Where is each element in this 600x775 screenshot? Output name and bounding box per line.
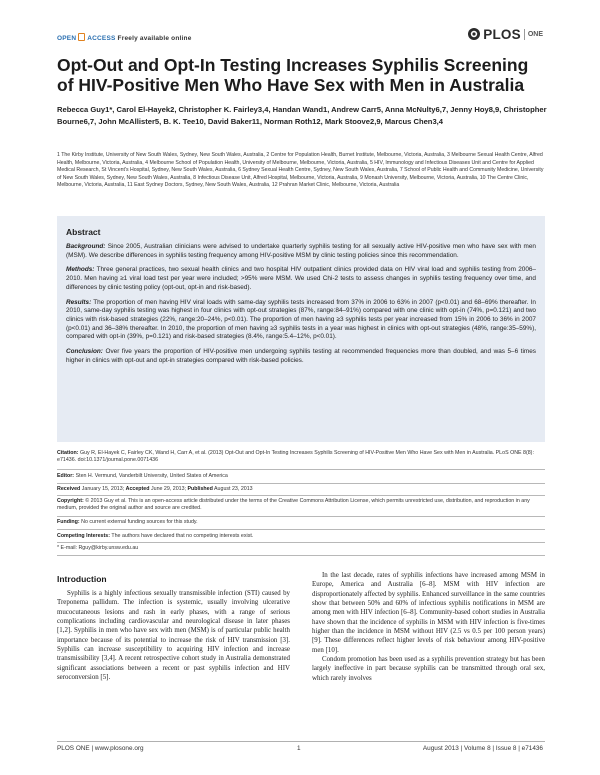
meta-divider bbox=[57, 495, 545, 496]
citation-label: Citation: bbox=[57, 450, 79, 456]
abstract-methods bbox=[66, 266, 536, 292]
plos-one-label: ONE bbox=[527, 30, 543, 38]
competing-text: The authors have declared that no competing interests exist. bbox=[111, 533, 254, 539]
meta-divider bbox=[57, 516, 545, 517]
open-access-badge bbox=[57, 33, 192, 42]
published-date: August 23, 2013 bbox=[214, 486, 253, 492]
copyright-text: © 2013 Guy et al. This is an open-access article distributed under the terms of the Creative Commons Attribution License, which permits unrestricted use, distribution, and reproduction in any medium, provided the original author and source are credited. bbox=[57, 498, 530, 512]
intro-paragraph-2: In the last decade, rates of syphilis infections have increased among MSM in Europe, America and Australia [6–8]. MSM with HIV infection are disproportionately affected by syphilis. Enhanced surveillance in the same countries show that between 50% and 60% of infectious syphilis notifications in MSM are among men with HIV infection [6–8]. Community-based cohort studies in Australia have shown that the incidence of syphilis in MSM with HIV infection is five-times higher than the incidence in MSM without HIV (2.5 vs 0.5 per 100 person years) [9]. These differences reflect higher levels of risk behaviour among HIV-positive men [10]. bbox=[312, 572, 545, 654]
funding-label: Funding: bbox=[57, 519, 80, 525]
citation-text: Guy R, El-Hayek C, Fairley CK, Wand H, Carr A, et al. (2013) Opt-Out and Opt-In Testing Increases Syphilis Screening of HIV-Positive Men Who Have Sex with Men in Australia. PLoS ONE 8(8): e71436. doi:10.1371/journal.pone.0071436 bbox=[57, 450, 534, 464]
open-label: OPEN bbox=[57, 35, 77, 42]
meta-divider bbox=[57, 555, 545, 556]
results-text: The proportion of men having HIV viral loads with same-day syphilis tests increased from 37% in 2006 to 63% in 2007 (p<0.01) and 68–69% thereafter. In 2010, same-day syphilis testing was highest in four clinics with opt-out strategies (87%, range:84–91%) compared with one clinic with opt-in (74%, p=0.121) and two clinics with risk-based strategies (22%, range:20–24%, p<0.01). The proportion of men having ≥3 syphilis tests per year increased from 15% in 2006 to 36% in 2007 (p<0.01) and 36–38% thereafter. In 2010, the proportion of men having ≥3 syphilis tests in a year was highest in clinics with opt-out strategies (48%, range:35–59%), compared with opt-in (39%, p=0.121) and risk-based strategies (8.4%, range:5.4–12%, p<0.01). bbox=[66, 298, 536, 341]
competing-label: Competing Interests: bbox=[57, 533, 110, 539]
plos-logo bbox=[467, 26, 543, 42]
copyright-label: Copyright: bbox=[57, 498, 84, 504]
copyright-block bbox=[57, 498, 545, 513]
methods-label: Methods: bbox=[66, 266, 95, 274]
abstract-background bbox=[66, 243, 536, 260]
open-lock-icon bbox=[78, 33, 85, 41]
affiliations: 1 The Kirby Institute, University of New South Wales, Sydney, New South Wales, Australia, 2 Centre for Population Health, Burnet Institute, Melbourne, Victoria, Australia, 3 Melbourne Sexual Health Centre, Alfred Health, Melbourne, Victoria, Australia, 4 Melbourne School of Population Health, University of Melbourne, Melbourne, Victoria, Australia, 5 HIV, Immunology and Infectious Diseases Unit and Centre for Applied Medical Research, St Vincent's Hospital, Sydney, New South Wales, Australia, 6 Sydney Sexual Health Centre, Sydney, New South Wales, Australia, 7 School of Public Health and Community Medicine, University of New South Wales, Sydney, New South Wales, Australia, 8 Infectious Disease Unit, Alfred Hospital, Melbourne, Victoria, Australia, 9 Monash University, Melbourne, Victoria, Australia, 10 The Centre Clinic, Melbourne, Victoria, Australia, 11 East Sydney Doctors, Sydney, New South Wales, Australia, 12 Prahran Market Clinic, Melbourne, Victoria, Australia bbox=[57, 152, 544, 189]
freely-available-label: Freely available online bbox=[117, 35, 192, 42]
citation-block bbox=[57, 450, 545, 465]
background-label: Background: bbox=[66, 243, 106, 250]
intro-paragraph-3: Condom promotion has been used as a syphilis prevention strategy but has been largely ineffective in part because syphilis can be transmitted through oral sex, which rarely involves bbox=[312, 656, 545, 682]
intro-paragraph-1: Syphilis is a highly infectious sexually transmissible infection (STI) caused by Treponema pallidum. The infection is systemic, usually involving ulcerative mucocutaneous lesions and rash in early phases, with a range of serious complications including cardiovascular and neurological disease in later phases [1,2]. Syphilis in men who have sex with men (MSM) is of particular public health importance because of its potential to increase the risk of HIV transmission [3]. Syphilis can increase susceptibility to acquiring HIV infection and increase transmissibility [3,4]. A recent retrospective cohort study in Australia demonstrated significant associations between a recent or past syphilis infection and HIV seroconversion [5]. bbox=[57, 590, 290, 682]
editor-block bbox=[57, 473, 545, 480]
footer-divider bbox=[57, 741, 545, 742]
methods-text: Three general practices, two sexual health clinics and two hospital HIV outpatient clinics provided data on HIV viral load and syphilis testing from 2006–2010. Men having ≥1 viral load test per year were included; >95% were MSM. We used Chi-2 tests to assess changes in syphilis testing frequency over time, and differences by clinic testing policy (opt-out, opt-in and risk-based). bbox=[66, 266, 536, 291]
page-number: 1 bbox=[297, 745, 301, 752]
body-column-right bbox=[312, 571, 545, 683]
funding-text: No current external funding sources for this study. bbox=[81, 519, 198, 525]
abstract-heading: Abstract bbox=[66, 227, 101, 237]
plos-logo-icon bbox=[467, 27, 481, 41]
logo-divider bbox=[524, 29, 525, 40]
editor-text: Sten H. Vermund, Vanderbilt University, United States of America bbox=[75, 473, 228, 479]
corresponding-email: * E-mail: Rguy@kirby.unsw.edu.au bbox=[57, 545, 139, 551]
body-column-left bbox=[57, 589, 290, 682]
abstract-conclusion bbox=[66, 348, 536, 365]
abstract-box bbox=[57, 216, 545, 442]
accepted-date: June 29, 2013; bbox=[150, 486, 187, 492]
received-date: January 15, 2013; bbox=[81, 486, 125, 492]
meta-divider bbox=[57, 483, 545, 484]
accepted-label: Accepted bbox=[125, 486, 150, 492]
results-label: Results: bbox=[66, 298, 92, 306]
abstract-results bbox=[66, 299, 536, 343]
conclusion-label: Conclusion: bbox=[66, 348, 103, 356]
access-label: ACCESS bbox=[87, 35, 116, 42]
email-block bbox=[57, 545, 545, 552]
funding-block bbox=[57, 519, 545, 526]
meta-divider bbox=[57, 469, 545, 470]
introduction-heading: Introduction bbox=[57, 574, 107, 584]
meta-divider bbox=[57, 529, 545, 530]
plos-logo-text: PLOS bbox=[483, 26, 521, 42]
dates-block bbox=[57, 486, 545, 493]
article-title: Opt-Out and Opt-In Testing Increases Syphilis Screening of HIV-Positive Men Who Have Sex with Men in Australia bbox=[57, 55, 529, 95]
meta-divider bbox=[57, 542, 545, 543]
author-list: Rebecca Guy1*, Carol El-Hayek2, Christopher K. Fairley3,4, Handan Wand1, Andrew Carr5, Anna McNulty6,7, Jenny Hoy8,9, Christopher Bourne6,7, John McAllister5, B. K. Tee10, David Baker11, Norman Roth12, Mark Stoove2,9, Marcus Chen3,4 bbox=[57, 105, 547, 126]
editor-label: Editor: bbox=[57, 473, 75, 479]
footer-issue: August 2013 | Volume 8 | Issue 8 | e71436 bbox=[422, 745, 543, 752]
footer-journal: PLOS ONE | www.plosone.org bbox=[57, 745, 144, 752]
background-text: Since 2005, Australian clinicians were advised to undertake quarterly syphilis testing for all sexually active HIV-positive men who have sex with men (MSM). We describe differences in syphilis testing frequency among HIV-positive MSM by clinic testing policies since this recommendation. bbox=[66, 243, 536, 259]
conclusion-text: Over five years the proportion of HIV-positive men undergoing syphilis testing at recommended frequencies more than doubled, and was 5–6 times higher in clinics with opt-out and opt-in strategies compared with risk-based policies. bbox=[66, 348, 536, 364]
competing-interests-block bbox=[57, 533, 545, 540]
received-label: Received bbox=[57, 486, 81, 492]
published-label: Published bbox=[187, 486, 213, 492]
